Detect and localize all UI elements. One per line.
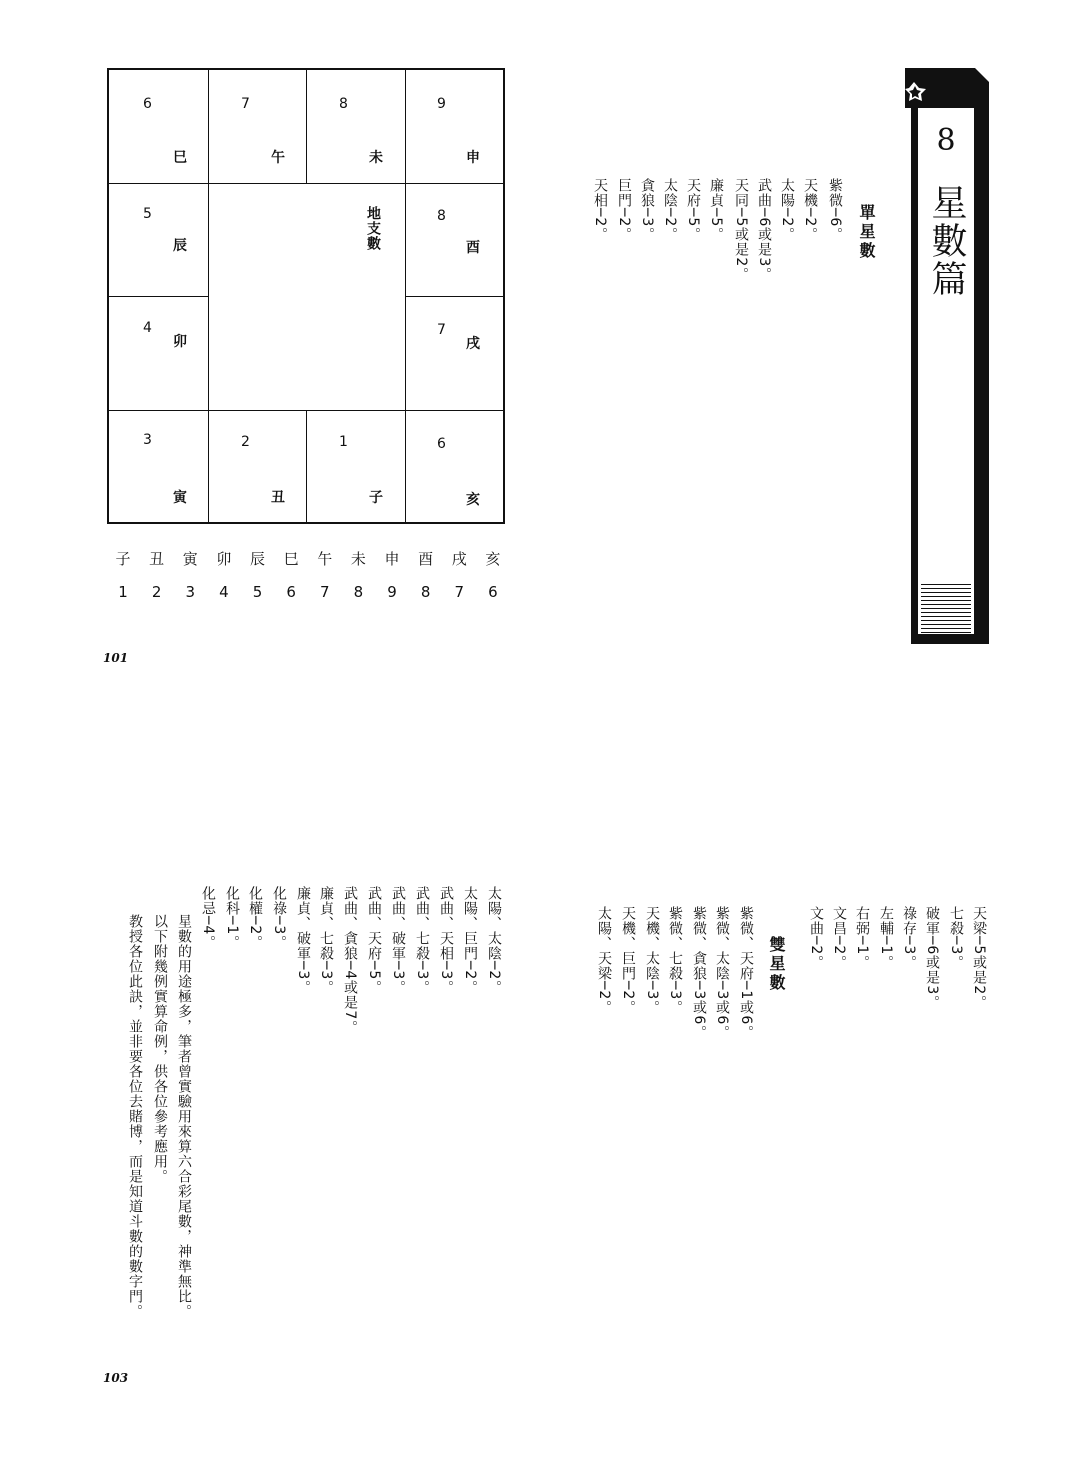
mapping-number-row bbox=[112, 583, 504, 601]
single-star-line: 太陽─2。 bbox=[779, 178, 795, 243]
page-number-top: 101 bbox=[103, 651, 129, 665]
paragraph-line: 以下附幾例實算命例，供各位參考應用。 bbox=[152, 914, 168, 1184]
double-star-line: 武曲、破軍─3。 bbox=[390, 886, 406, 996]
double-star-line: 天機、巨門─2。 bbox=[620, 906, 636, 1016]
single-star-line: 左輔─1。 bbox=[878, 906, 894, 971]
single-star-line: 廉貞─5。 bbox=[708, 178, 724, 243]
mapping-branch: 丑 bbox=[149, 550, 165, 568]
single-star-line: 天機─2。 bbox=[802, 178, 818, 243]
grid-line bbox=[208, 70, 209, 522]
cell-branch: 卯 bbox=[173, 334, 187, 350]
mapping-number: 5 bbox=[252, 583, 263, 601]
mapping-branch: 酉 bbox=[418, 550, 434, 568]
cell-branch: 亥 bbox=[466, 492, 480, 508]
mapping-branch: 未 bbox=[350, 550, 366, 568]
double-star-line: 化科─1。 bbox=[224, 886, 240, 951]
cell-branch: 申 bbox=[466, 150, 480, 166]
cell-branch: 巳 bbox=[173, 150, 187, 166]
mapping-branch: 申 bbox=[384, 550, 400, 568]
single-star-heading: 單星數 bbox=[857, 204, 876, 261]
mapping-branch: 子 bbox=[115, 550, 131, 568]
mapping-number: 8 bbox=[353, 583, 364, 601]
grid-line bbox=[306, 410, 307, 522]
mapping-number: 6 bbox=[488, 583, 498, 601]
cell-branch: 子 bbox=[369, 490, 383, 506]
double-star-heading: 雙星數 bbox=[767, 936, 786, 993]
single-star-line: 天同─5或是2。 bbox=[733, 178, 749, 283]
paragraph-line: 教授各位此訣，並非要各位去賭博，而是知道斗數的數字門。 bbox=[127, 914, 143, 1319]
banner-stripes bbox=[921, 584, 971, 634]
cell-number: 5 bbox=[143, 206, 152, 222]
single-star-line: 巨門─2。 bbox=[616, 178, 632, 243]
mapping-branch: 亥 bbox=[485, 550, 501, 568]
banner-panel bbox=[915, 108, 977, 634]
cell-branch: 辰 bbox=[173, 238, 187, 254]
cell-number: 8 bbox=[339, 96, 348, 112]
single-star-line: 天梁─5或是2。 bbox=[971, 906, 987, 1011]
grid-line bbox=[306, 70, 307, 183]
double-star-line: 化祿─3。 bbox=[271, 886, 287, 951]
cell-number: 9 bbox=[437, 96, 446, 112]
double-star-line: 化忌─4。 bbox=[200, 886, 216, 951]
cell-branch: 丑 bbox=[271, 490, 285, 506]
mapping-number: 1 bbox=[118, 583, 128, 601]
double-star-line: 太陽、天梁─2。 bbox=[596, 906, 612, 1016]
double-star-line: 紫微、天府─1或6。 bbox=[738, 906, 754, 1041]
double-star-line: 武曲、天府─5。 bbox=[366, 886, 382, 996]
mapping-branch: 卯 bbox=[216, 550, 232, 568]
cell-number: 7 bbox=[241, 96, 250, 112]
center-label: 地支數 bbox=[365, 206, 381, 251]
chapter-title: 星數篇 bbox=[926, 184, 967, 298]
single-star-line: 祿存─3。 bbox=[901, 906, 917, 971]
double-star-line: 太陽、太陰─2。 bbox=[486, 886, 502, 996]
mapping-branch: 辰 bbox=[249, 550, 265, 568]
earthly-branch-grid bbox=[107, 68, 505, 524]
single-star-line: 天府─5。 bbox=[685, 178, 701, 243]
single-star-line: 紫微─6。 bbox=[827, 178, 843, 243]
cell-number: 8 bbox=[437, 208, 446, 224]
single-star-line: 七殺─3。 bbox=[948, 906, 964, 971]
mapping-branch: 戌 bbox=[451, 550, 467, 568]
cell-branch: 戌 bbox=[466, 336, 480, 352]
mapping-number: 4 bbox=[219, 583, 229, 601]
mapping-branch: 午 bbox=[317, 550, 333, 568]
single-star-line: 破軍─6或是3。 bbox=[924, 906, 940, 1011]
double-star-line: 化權─2。 bbox=[247, 886, 263, 951]
mapping-number: 7 bbox=[319, 583, 330, 601]
mapping-number: 9 bbox=[387, 583, 397, 601]
double-star-line: 天機、太陰─3。 bbox=[644, 906, 660, 1016]
single-star-line: 文昌─2。 bbox=[831, 906, 847, 971]
grid-line bbox=[405, 70, 406, 522]
mapping-number: 3 bbox=[185, 583, 196, 601]
grid-line bbox=[109, 183, 503, 184]
double-star-line: 武曲、天相─3。 bbox=[438, 886, 454, 996]
cell-number: 7 bbox=[437, 322, 446, 338]
cell-number: 2 bbox=[241, 434, 250, 450]
double-star-line: 廉貞、破軍─3。 bbox=[295, 886, 311, 996]
double-star-line: 廉貞、七殺─3。 bbox=[318, 886, 334, 996]
grid-line bbox=[405, 296, 503, 297]
double-star-line: 武曲、七殺─3。 bbox=[414, 886, 430, 996]
cell-branch: 午 bbox=[271, 150, 285, 166]
page-number-bottom: 103 bbox=[103, 1371, 129, 1385]
double-star-line: 紫微、太陰─3或6。 bbox=[714, 906, 730, 1041]
cell-branch: 未 bbox=[369, 150, 383, 166]
mapping-number: 6 bbox=[286, 583, 296, 601]
mapping-number: 7 bbox=[454, 583, 465, 601]
cell-number: 4 bbox=[143, 320, 152, 336]
cell-number: 3 bbox=[143, 432, 152, 448]
single-star-line: 右弼─1。 bbox=[854, 906, 870, 971]
cell-branch: 酉 bbox=[466, 240, 480, 256]
double-star-line: 紫微、七殺─3。 bbox=[667, 906, 683, 1016]
mapping-branch: 寅 bbox=[182, 550, 198, 568]
chapter-banner bbox=[905, 68, 989, 644]
single-star-line: 文曲─2。 bbox=[808, 906, 824, 971]
mapping-branch: 巳 bbox=[283, 550, 299, 568]
paragraph-line: 星數的用途極多，筆者曾實驗用來算六合彩尾數，神準無比。 bbox=[176, 914, 192, 1319]
cell-number: 6 bbox=[143, 96, 152, 112]
mapping-number: 8 bbox=[420, 583, 431, 601]
single-star-line: 武曲─6或是3。 bbox=[756, 178, 772, 283]
double-star-line: 紫微、貪狼─3或6。 bbox=[691, 906, 707, 1041]
chapter-number: 8 bbox=[936, 123, 956, 158]
cell-branch: 寅 bbox=[173, 490, 187, 506]
cell-number: 1 bbox=[339, 434, 348, 450]
single-star-line: 太陰─2。 bbox=[662, 178, 678, 243]
mapping-branch-row bbox=[112, 548, 504, 569]
mapping-number: 2 bbox=[151, 583, 162, 601]
single-star-line: 天相─2。 bbox=[592, 178, 608, 243]
double-star-line: 太陽、巨門─2。 bbox=[462, 886, 478, 996]
double-star-line: 武曲、貪狼─4或是7。 bbox=[342, 886, 358, 1036]
cell-number: 6 bbox=[437, 436, 446, 452]
single-star-line: 貪狼─3。 bbox=[639, 178, 655, 243]
grid-line bbox=[109, 296, 208, 297]
